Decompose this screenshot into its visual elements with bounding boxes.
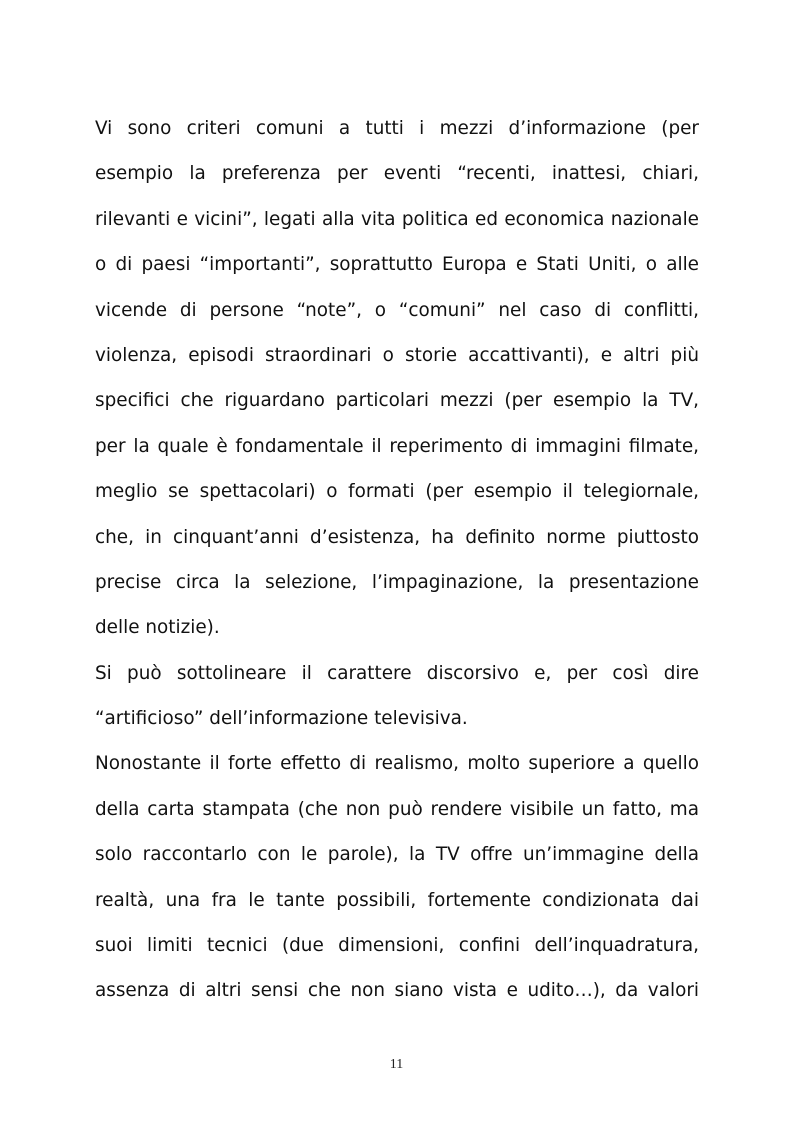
text-line: solo raccontarlo con le parole), la TV offre un’immagine della [95,844,699,866]
paragraph-1 [95,106,699,651]
text-line: della carta stampata (che non può rendere visibile un fatto, ma [95,798,699,820]
text-line: meglio se spettacolari) o formati (per esempio il telegiornale, [95,481,699,503]
text-line: specifici che riguardano particolari mezzi (per esempio la TV, [95,390,699,412]
text-line: Vi sono criteri comuni a tutti i mezzi d’informazione (per [95,118,699,139]
text-line: “artificioso” dell’informazione televisiva. [95,708,468,730]
paragraph-2 [95,651,699,742]
text-line: o di paesi “importanti”, soprattutto Europa e Stati Uniti, o alle [95,254,699,276]
text-line: Si può sottolineare il carattere discorsivo e, per così dire [95,662,699,684]
text-line: per la quale è fondamentale il reperimento di immagini filmate, [95,435,699,457]
page-number: 11 [389,1057,404,1072]
text-line: violenza, episodi straordinari o storie accattivanti), e altri più [95,344,699,366]
text-line: precise circa la selezione, l’impaginazione, la presentazione [95,571,699,593]
text-line: rilevanti e vicini”, legati alla vita politica ed economica nazionale [95,208,699,230]
text-line: delle notizie). [95,617,220,639]
text-line: che, in cinquant’anni d’esistenza, ha definito norme piuttosto [95,526,699,548]
text-line: assenza di altri sensi che non siano vista e udito…), da valori [95,980,699,1002]
text-line: esempio la preferenza per eventi “recenti, inattesi, chiari, [95,163,699,185]
text-line: realtà, una fra le tante possibili, fortemente condizionata dai [95,889,699,911]
body-text [95,106,699,1014]
text-line: Nonostante il forte effetto di realismo, molto superiore a quello [95,753,699,775]
text-line: vicende di persone “note”, o “comuni” nel caso di conflitti, [95,299,699,321]
paragraph-3 [95,741,699,1013]
text-line: suoi limiti tecnici (due dimensioni, confini dell’inquadratura, [95,935,699,957]
